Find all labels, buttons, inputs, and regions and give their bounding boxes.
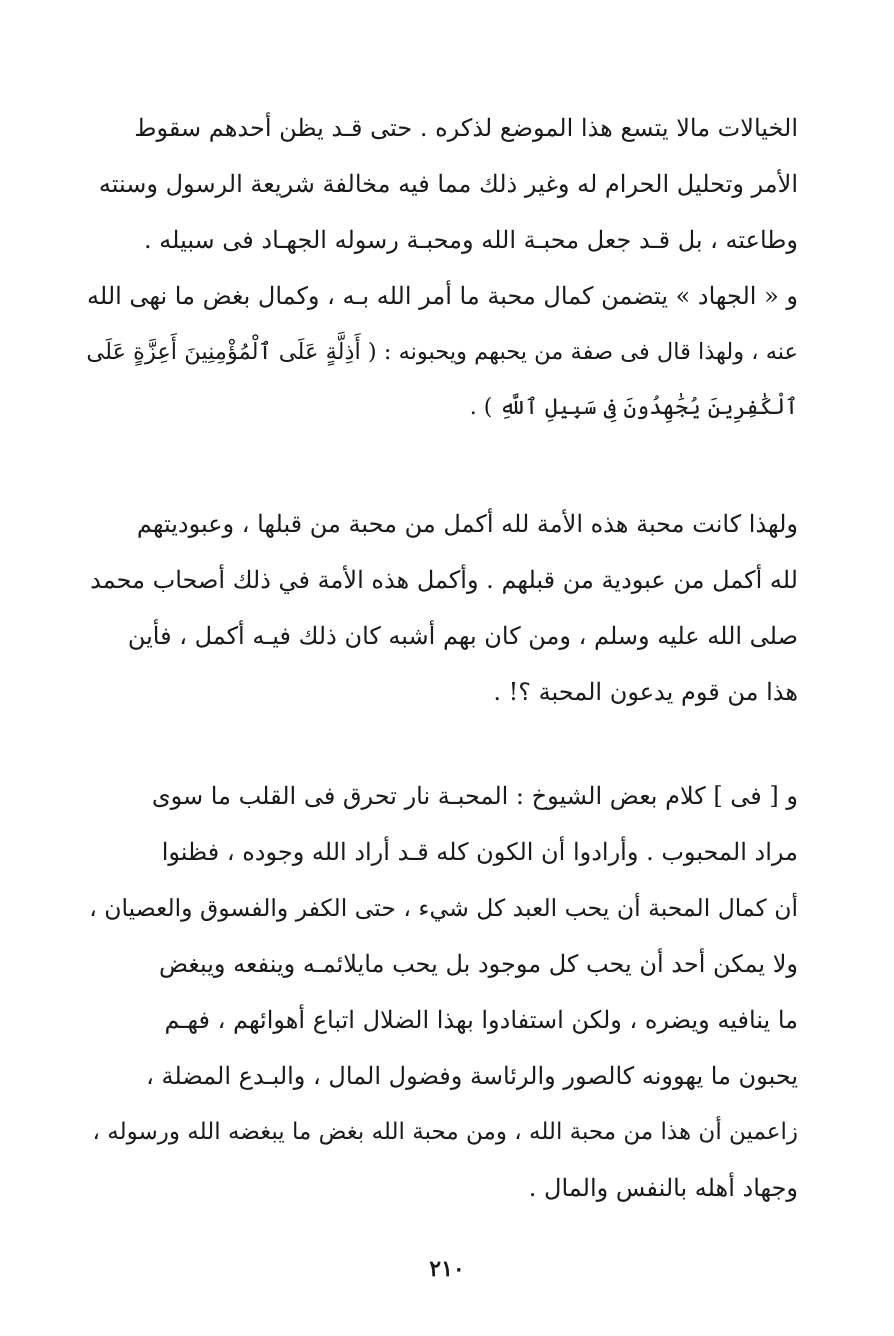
paragraph-line: ولا يمكن أحد أن يحب كل موجود بل يحب مايلائمـه وينفعه ويبغض <box>159 950 798 978</box>
paragraph-line: أن كمال المحبة أن يحب العبد كل شيء ، حتى الكفر والفسوق والعصيان ، <box>89 894 798 922</box>
page-number: ٢١٠ <box>429 1256 465 1282</box>
paragraph-line: يحبون ما يهوونه كالصور والرئاسة وفضول المال ، والبـدع المضلة ، <box>146 1062 798 1090</box>
paragraph-2 <box>78 496 798 720</box>
paragraph-line: وجهاد أهله بالنفس والمال . <box>528 1174 798 1202</box>
paragraph-line: و « الجهاد » يتضمن كمال محبة ما أمر الله بـه ، وكمال بغض ما نهى الله <box>87 282 798 310</box>
paragraph-line: الأمر وتحليل الحرام له وغير ذلك مما فيه مخالفة شريعة الرسول وسنته <box>98 170 798 198</box>
paragraph-line: صلى الله عليه وسلم ، ومن كان بهم أشبه كان ذلك فيـه أكمل ، فأين <box>127 622 798 650</box>
paragraph-line: عنه ، ولهذا قال فى صفة من يحبهم ويحبونه : ( أَذِلَّةٍ عَلَى ٱلْمُؤْمِنِينَ أَعِزَّةٍ عَلَى <box>86 339 798 365</box>
paragraph-line: وطاعته ، بل قـد جعل محبـة الله ومحبـة رسوله الجهـاد فى سبيله . <box>144 226 798 254</box>
paragraph-line: لله أكمل من عبودية من قبلهم . وأكمل هذه الأمة في ذلك أصحاب محمد <box>90 566 798 594</box>
paragraph-3 <box>78 768 798 1216</box>
paragraph-line: هذا من قوم يدعون المحبة ؟! . <box>493 678 798 706</box>
paragraph-line: الخيالات مالا يتسع هذا الموضع لذكره . حتى قـد يظن أحدهم سقوط <box>134 114 798 142</box>
paragraph-line: ولهذا كانت محبة هذه الأمة لله أكمل من محبة من قبلها ، وعبوديتهم <box>136 510 798 538</box>
paragraph-line: مراد المحبوب . وأرادوا أن الكون كله قـد أراد الله وجوده ، فظنوا <box>161 838 798 866</box>
paragraph-line: ما ينافيه ويضره ، ولكن استفادوا بهذا الضلال اتباع أهوائهم ، فهـم <box>164 1006 798 1034</box>
paragraph-line: و [ فى ] كلام بعض الشيوخ : المحبـة نار تحرق فى القلب ما سوى <box>151 782 798 810</box>
paragraph-line: زاعمين أن هذا من محبة الله ، ومن محبة الله بغض ما يبغضه الله ورسوله ، <box>92 1119 798 1145</box>
paragraph-1 <box>78 100 798 436</box>
quran-verse-line: ٱلْكَٰفِرِينَ يُجَٰهِدُونَ فِى سَبِيلِ ٱللَّهِ ) . <box>469 395 798 420</box>
